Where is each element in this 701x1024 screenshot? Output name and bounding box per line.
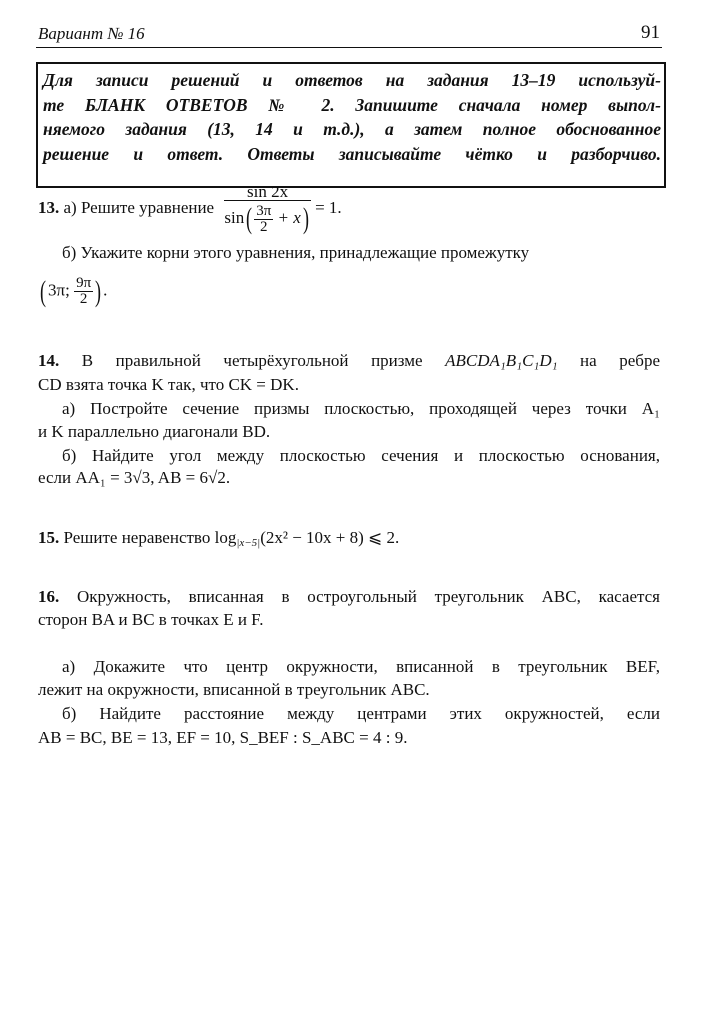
- task15: 15. Решите неравенство $\log_{|x-5|}(2x^2 - 10x + 8)$ ⩽ 2.: [38, 528, 400, 549]
- task13-a: 13. а) Решите уравнение sin 2x sin( $\frac{3\pi}{2}$ + x) = 1.: [38, 182, 342, 236]
- instruction-line: решение и ответ. Ответы записывайте чётко и разборчиво.: [43, 143, 661, 164]
- variant-title: Вариант № 16: [38, 24, 145, 43]
- task16-b2: AB = BC, BE = 13, EF = 10, S_BEF : S_ABC = 4 : 9.: [38, 728, 408, 747]
- left-paren: (: [40, 274, 46, 308]
- instructions-box: [36, 62, 666, 188]
- task14-line2: CD взята точка K так, что CK = DK.: [38, 375, 299, 394]
- task16-a2: лежит на окружности, вписанной в треугольник ABC.: [38, 680, 430, 699]
- interval-fraction: $\frac{9\pi}{2}$: [76, 275, 92, 307]
- right-paren: ): [95, 274, 102, 308]
- left-paren: (: [246, 202, 253, 236]
- task16-a1: а) Докажите что центр окружности, вписанной в треугольник BEF,: [62, 657, 660, 676]
- instruction-line: Для записи решений и ответов на задания 13–19 используй-: [43, 70, 661, 90]
- task14-a1: а) Постройте сечение призмы плоскостью, проходящей через точки A₁: [62, 399, 660, 418]
- header-rule: [36, 47, 662, 48]
- task13-interval: ( 3π; $\frac{9\pi}{2}$ ) .: [40, 274, 108, 308]
- instruction-line: те БЛАНК ОТВЕТОВ № 2. Запишите сначала номер выпол-: [43, 94, 661, 115]
- task16-b1: б) Найдите расстояние между центрами этих окружностей, если: [62, 704, 660, 723]
- task14-line1: 14. В правильной четырёхугольной призме ABCDA₁B₁C₁D₁ на ребре: [38, 351, 660, 370]
- instruction-line: няемого задания (13, 14 и т.д.), а затем полное обоснованное: [43, 119, 661, 139]
- task16-line1: 16. Окружность, вписанная в остроугольный треугольник ABC, касается: [38, 587, 661, 606]
- equation-fraction: sin 2x sin( $\frac{3\pi}{2}$ + x): [224, 182, 309, 236]
- task13-b: б) Укажите корни этого уравнения, принадлежащие промежутку: [62, 243, 530, 262]
- task14-b1: б) Найдите угол между плоскостью сечения и плоскостью основания,: [62, 446, 660, 465]
- right-paren: ): [302, 202, 309, 236]
- equation-denominator: sin( $\frac{3\pi}{2}$ + x): [224, 202, 309, 236]
- task16-line2: сторон BA и BC в точках E и F.: [38, 610, 264, 629]
- task14-b2: если AA₁ = 3√3, AB = 6√2.: [38, 468, 231, 487]
- task14-a2: и K параллельно диагонали BD.: [38, 422, 271, 441]
- page-number: 91: [641, 22, 660, 43]
- inner-fraction: $\frac{3\pi}{2}$: [256, 202, 272, 235]
